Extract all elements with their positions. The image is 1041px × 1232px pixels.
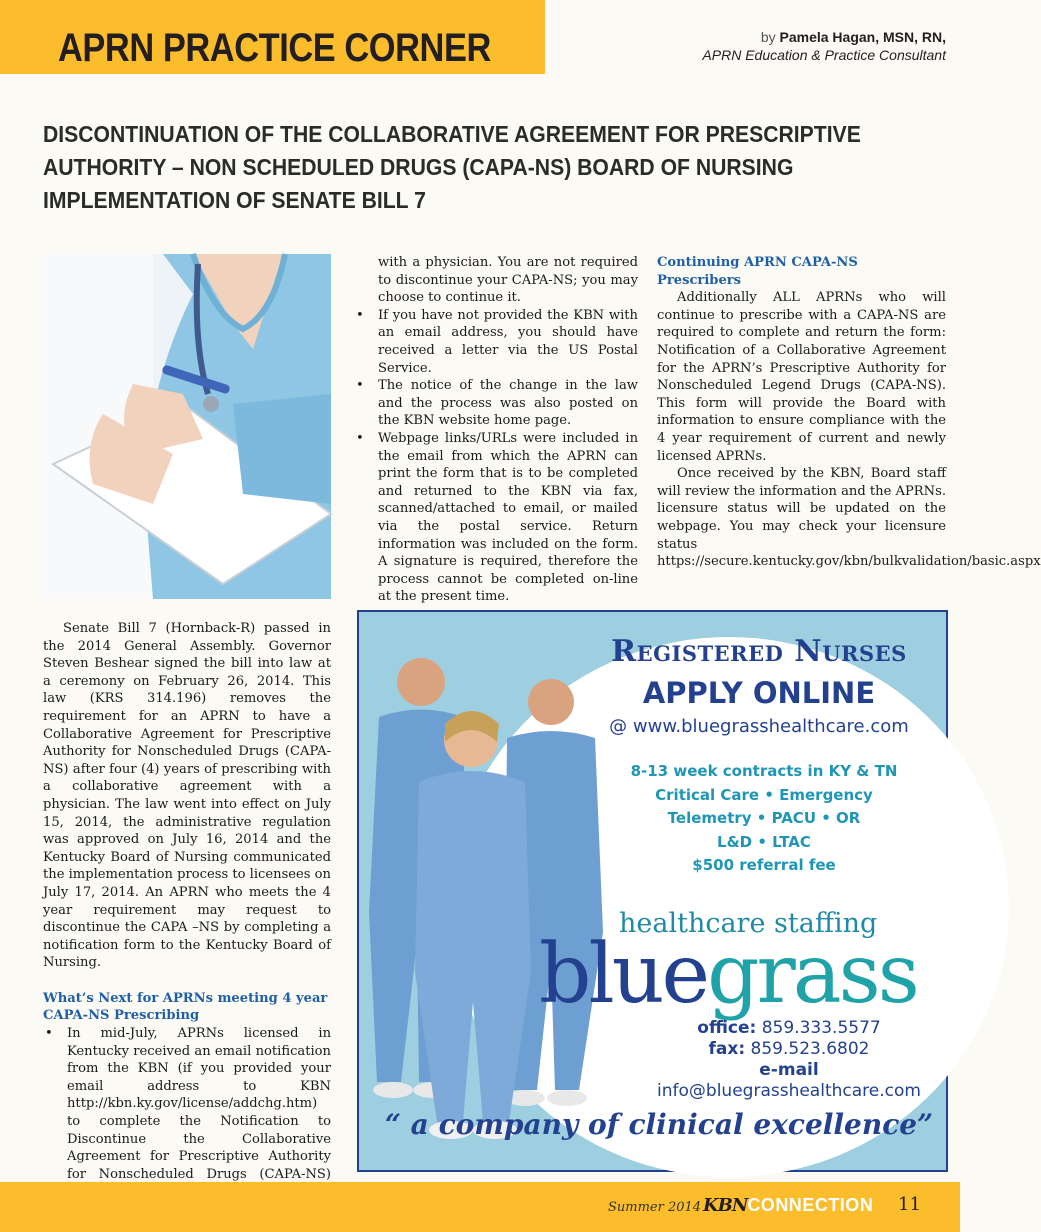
middle-column — [354, 254, 638, 606]
ad-contact — [639, 1018, 939, 1102]
email-label: e-mail — [759, 1060, 819, 1080]
ad-services — [599, 760, 929, 878]
author-name: Pamela Hagan, MSN, RN, — [779, 29, 946, 45]
ad-staffing: healthcare staffing — [619, 908, 878, 939]
right-paragraph-2: Once received by the KBN, Board staff will review the information and the APRNs. licensure status will be updated on the webpage. You may check your licensure status https://secure.kentucky.gov/kbn/bulkvalidation/basic.aspx — [657, 466, 1041, 570]
list-item: • If you have not provided the KBN with an email address, you should have received a letter via the US Postal Service. — [354, 307, 638, 377]
intro-paragraph: Senate Bill 7 (Hornback-R) passed in the 2014 General Assembly. Governor Steven Beshear signed the bill into law at a ceremony on February 26, 2014. This law (KRS 314.196) removes the requirement for an APRN to have a Collaborative Agreement for Prescriptive Authority for Nonscheduled Drugs (CAPA-NS) after four (4) years of prescribing with a collaborative agreement with a physician. The law went into effect on July 15, 2014, the administrative regulation was approved on July 16, 2014 and the Kentucky Board of Nursing communicated the implementation process to licensees on July 17, 2014. An APRN who meets the 4 year requirement may request to discontinue the CAPA –NS by completing a notification form to the Kentucky Board of Nursing. — [43, 621, 331, 971]
continuation-text: with a physician. You are not required to discontinue your CAPA-NS; you may choose to continue it. — [378, 255, 638, 306]
ad-url: @ www.bluegrasshealthcare.com — [609, 716, 909, 737]
issue-season: Summer 2014 — [608, 1200, 702, 1215]
bluegrass-advertisement — [357, 610, 948, 1172]
kbn-wordmark: KBN — [703, 1195, 748, 1216]
ad-apply: APPLY ONLINE — [642, 676, 876, 710]
byline-by: by — [760, 29, 776, 45]
fax-number: 859.523.6802 — [750, 1039, 870, 1059]
ad-heading: Registered Nurses — [611, 634, 907, 669]
left-subhead: What’s Next for APRNs meeting 4 year CAPA-NS Prescribing — [43, 990, 328, 1024]
byline — [702, 28, 946, 64]
bluegrass-logo — [539, 927, 939, 1022]
logo-blue: blue — [539, 927, 708, 1022]
ad-service-line: Telemetry • PACU • OR — [667, 809, 861, 827]
author-role: APRN Education & Practice Consultant — [702, 47, 946, 63]
kbn-connection-logo — [703, 1195, 873, 1216]
ad-service-line: $500 referral fee — [692, 856, 836, 874]
ad-tagline: “ a company of clinical excellence” — [384, 1108, 934, 1141]
office-phone: 859.333.5577 — [761, 1018, 881, 1038]
nurses-illustration — [359, 642, 629, 1172]
fax-label: fax: — [708, 1039, 746, 1059]
page-number: 11 — [898, 1194, 921, 1215]
ad-service-line: 8-13 week contracts in KY & TN — [630, 762, 898, 780]
footer-bar — [0, 1182, 960, 1232]
logo-grass: grass — [707, 927, 917, 1022]
right-column — [657, 254, 1041, 571]
article-headline: DISCONTINUATION OF THE COLLABORATIVE AGREEMENT FOR PRESCRIPTIVE AUTHORITY – NON SCHEDULED DRUGS (CAPA-NS) BOARD OF NURSING IMPLEMENTATION OF SENATE BILL 7 — [43, 121, 861, 213]
list-item: • Webpage links/URLs were included in the email from which the APRN can print the form that is to be completed and returned to the KBN via fax, scanned/attached to email, or mailed via the postal service. Return information was included on the form. A signature is required, therefore the process cannot be completed on-line at the present time. — [354, 430, 638, 606]
connection-wordmark: CONNECTION — [747, 1195, 874, 1215]
list-item: • In mid-July, APRNs licensed in Kentucky received an email notification from the KBN (if you provided your email address to KBN http://kbn.ky.gov/license/addchg.htm) to complete the Notification to Discontinue the Collaborative Agreement for Prescriptive Authority for Nonscheduled Drugs (CAPA-NS) — [43, 1025, 331, 1219]
office-label: office: — [697, 1018, 757, 1038]
middle-bullet-list — [354, 307, 638, 606]
email-address: info@bluegrasshealthcare.com — [657, 1081, 921, 1101]
ad-service-line: L&D • LTAC — [717, 832, 811, 851]
right-subhead: Continuing APRN CAPA-NS Prescribers — [657, 255, 858, 288]
ad-service-line: Critical Care • Emergency — [655, 785, 873, 804]
list-item: • The notice of the change in the law and the process was also posted on the KBN website home page. — [354, 377, 638, 430]
right-paragraph-1: Additionally ALL APRNs who will continue to prescribe with a CAPA-NS are required to complete and return the form: Notification of a Collaborative Agreement for the APRN’s Prescriptive Authority for Nonscheduled Legend Drugs (CAPA-NS). This form will provide the Board with information to ensure compliance with the 4 year requirement of current and newly licensed APRNs. — [657, 290, 946, 464]
nurse-photo — [43, 254, 331, 599]
section-title: APRN PRACTICE CORNER — [58, 26, 491, 70]
nurse-illustration — [43, 254, 331, 599]
left-column — [43, 620, 331, 1219]
